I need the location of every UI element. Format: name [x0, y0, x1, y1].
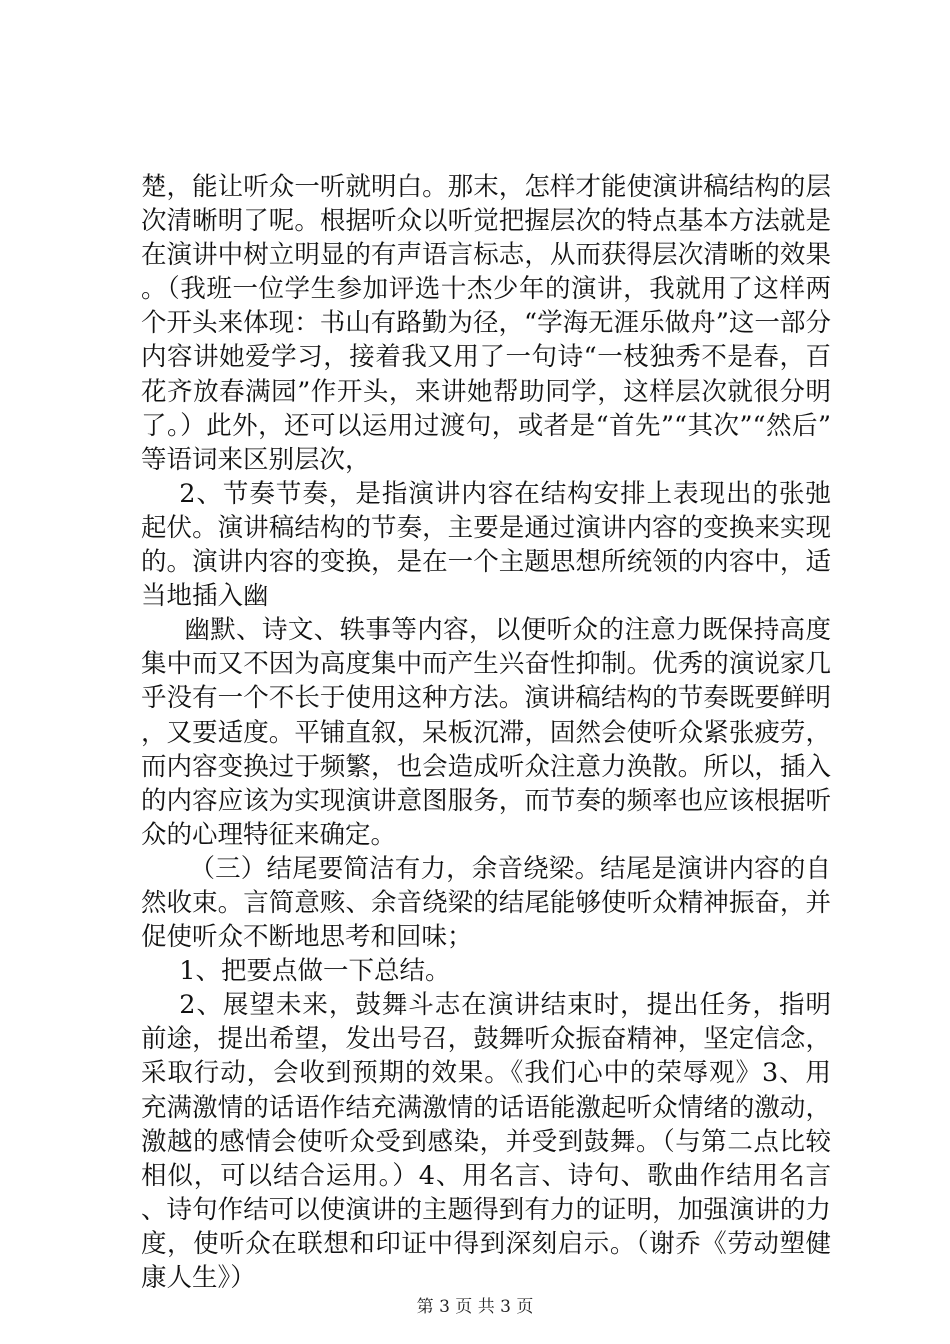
paragraph-ending-heading: （三）结尾要简洁有力，余音绕梁。结尾是演讲内容的自然收束。言简意赅、余音绕梁的结尾能够使听众精神振奋，并促使听众不断地思考和回味；	[141, 853, 831, 953]
paragraph-ending-methods: 2、展望未来，鼓舞斗志在演讲结束时，提出任务，指明前途，提出希望，发出号召，鼓舞听众振奋精神，坚定信念，采取行动，会收到预期的效果。《我们心中的荣辱观》3、用充满激情的话语作结充满激情的话语能激起听众情绪的激动，激越的感情会使听众受到感染，并受到鼓舞。（与第二点比较相似，可以结合运用。）4、用名言、诗句、歌曲作结用名言、诗句作结可以使演讲的主题得到有力的证明，加强演讲的力度，使听众在联想和印证中得到深刻启示。（谢乔《劳动塑健康人生》）	[141, 990, 831, 1293]
paragraph-insert-content: 幽默、诗文、轶事等内容，以便听众的注意力既保持高度集中而又不因为高度集中而产生兴奋性抑制。优秀的演说家几乎没有一个不长于使用这种方法。演讲稿结构的节奏既要鲜明，又要适度。平铺直叙，呆板沉滞，固然会使听众紧张疲劳，而内容变换过于频繁，也会造成听众注意力涣散。所以，插入的内容应该为实现演讲意图服务，而节奏的频率也应该根据听众的心理特征来确定。	[141, 615, 831, 850]
page-number-footer: 第 3 页 共 3 页	[416, 1297, 534, 1317]
paragraph-ending-summary: 1、把要点做一下总结。	[179, 956, 451, 987]
paragraph-structure-clarity: 楚，能让听众一听就明白。那末，怎样才能使演讲稿结构的层次清晰明了呢。根据听众以听觉把握层次的特点基本方法就是在演讲中树立明显的有声语言标志，从而获得层次清晰的效果。（我班一位学生参加评选十杰少年的演讲，我就用了这样两个开头来体现：书山有路勤为径，“学海无涯乐做舟”这一部分内容讲她爱学习，接着我又用了一句诗“一枝独秀不是春，百花齐放春满园”作开头，来讲她帮助同学，这样层次就很分明了。）此外，还可以运用过渡句，或者是“首先”“其次”“然后”等语词来区别层次，	[141, 172, 831, 475]
document-body	[141, 170, 831, 1295]
paragraph-rhythm: 2、节奏节奏，是指演讲内容在结构安排上表现出的张弛起伏。演讲稿结构的节奏，主要是通过演讲内容的变换来实现的。演讲内容的变换，是在一个主题思想所统领的内容中，适当地插入幽	[141, 478, 831, 612]
